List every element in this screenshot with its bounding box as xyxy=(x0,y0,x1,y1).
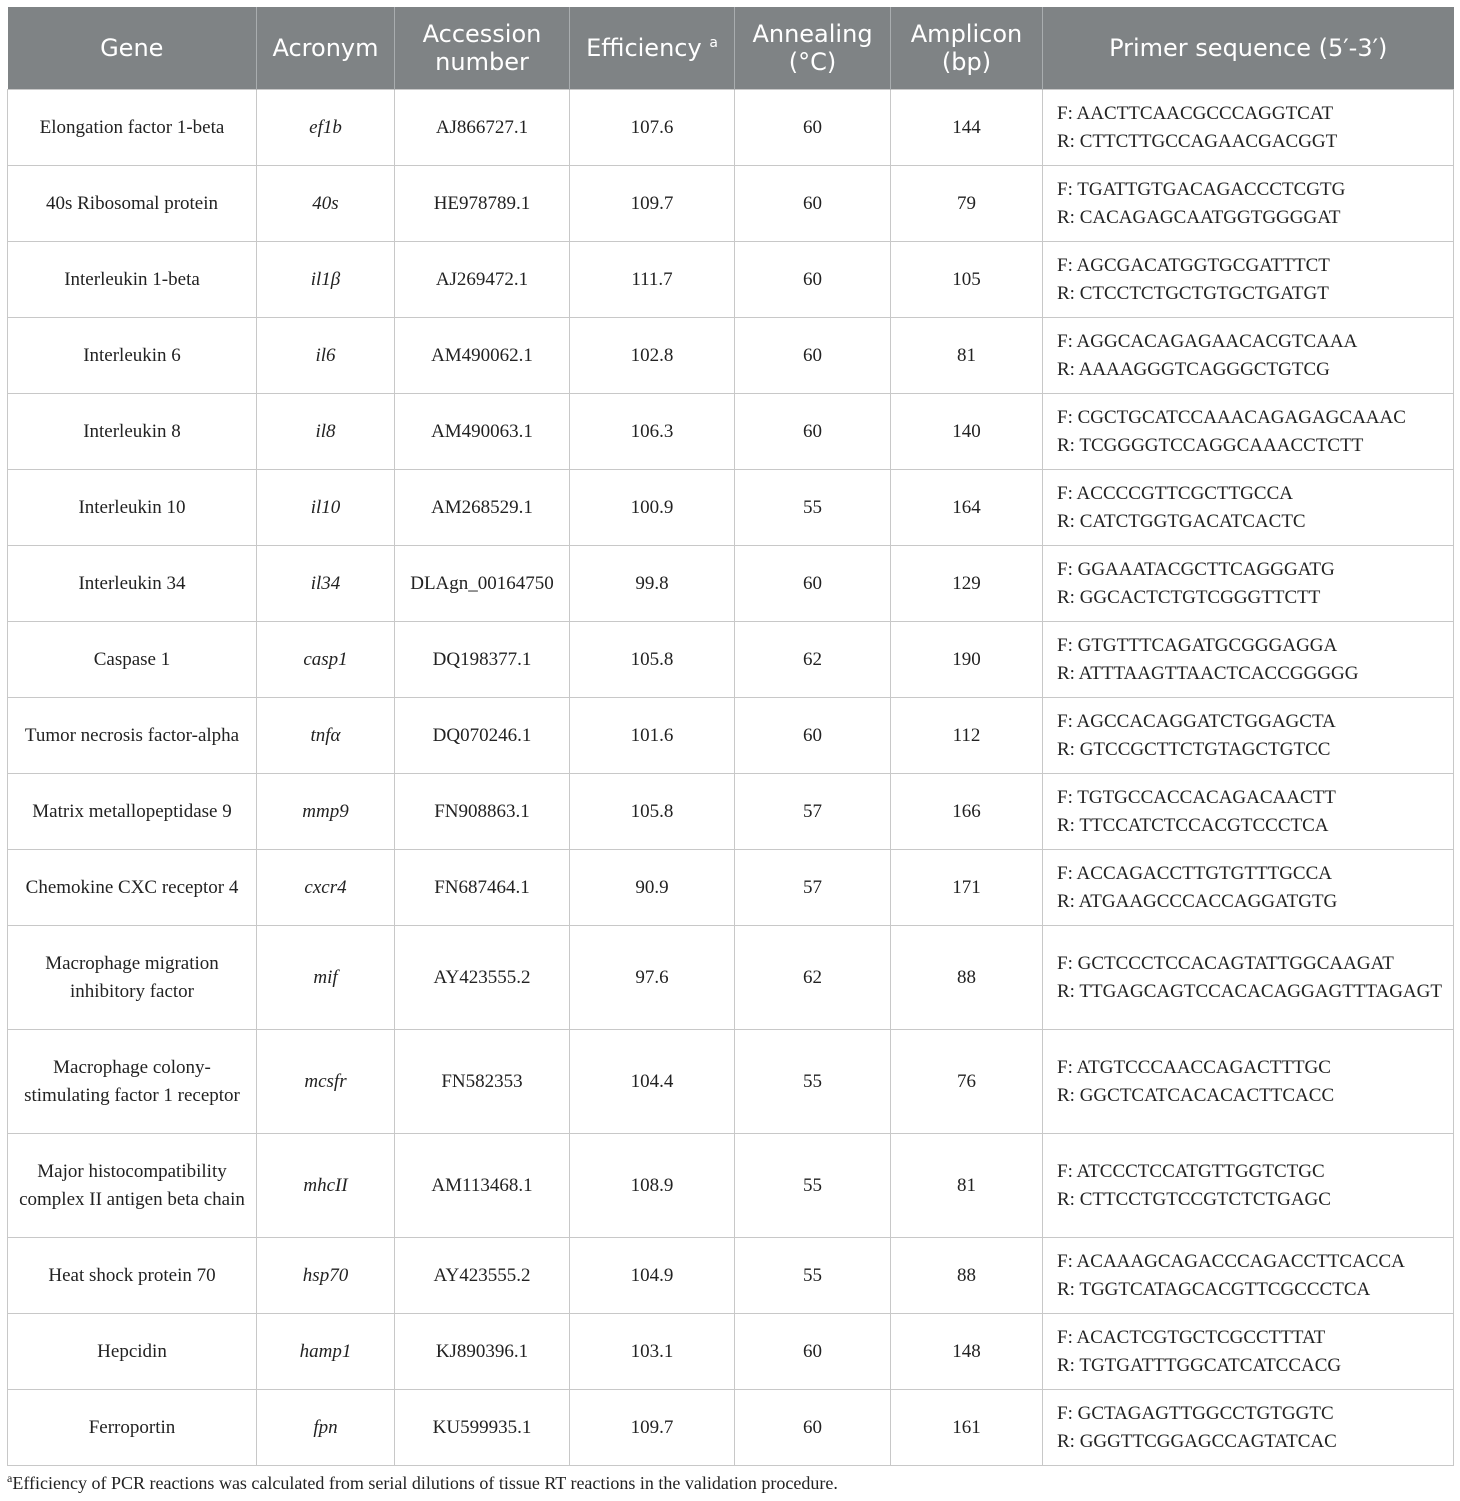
primer-cell xyxy=(1043,394,1454,470)
reverse-primer: R: AAAAGGGTCAGGGCTGTCG xyxy=(1057,358,1330,380)
amplicon-cell: 140 xyxy=(891,394,1043,470)
forward-primer: F: ACACTCGTGCTCGCCTTTAT xyxy=(1057,1326,1326,1348)
acronym-cell: ef1b xyxy=(257,90,395,166)
header-amplicon-line2: (bp) xyxy=(941,48,992,76)
forward-primer: F: AGGCACAGAGAACACGTCAAA xyxy=(1057,330,1358,352)
table-row xyxy=(8,1390,1454,1466)
forward-primer: F: GTGTTTCAGATGCGGGAGGA xyxy=(1057,634,1338,656)
header-primer-sequence xyxy=(1043,7,1454,90)
primer-cell xyxy=(1043,1030,1454,1134)
annealing-cell: 57 xyxy=(735,850,891,926)
primer-cell xyxy=(1043,926,1454,1030)
forward-primer: F: ATCCCTCCATGTTGGTCTGC xyxy=(1057,1160,1325,1182)
header-row xyxy=(8,7,1454,90)
reverse-primer: R: CTCCTCTGCTGTGCTGATGT xyxy=(1057,282,1329,304)
acronym-cell: il10 xyxy=(257,470,395,546)
efficiency-cell: 105.8 xyxy=(570,622,735,698)
primer-cell xyxy=(1043,90,1454,166)
accession-cell: KU599935.1 xyxy=(395,1390,570,1466)
amplicon-cell: 88 xyxy=(891,926,1043,1030)
acronym-cell: il6 xyxy=(257,318,395,394)
gene-cell: Matrix metallopeptidase 9 xyxy=(8,774,257,850)
accession-cell: FN582353 xyxy=(395,1030,570,1134)
header-accession-line1: Accession xyxy=(422,20,542,48)
annealing-cell: 60 xyxy=(735,1314,891,1390)
annealing-cell: 57 xyxy=(735,774,891,850)
amplicon-cell: 190 xyxy=(891,622,1043,698)
reverse-primer: R: GTCCGCTTCTGTAGCTGTCC xyxy=(1057,738,1331,760)
efficiency-cell: 105.8 xyxy=(570,774,735,850)
forward-primer: F: ACCAGACCTTGTGTTTGCCA xyxy=(1057,862,1332,884)
annealing-cell: 60 xyxy=(735,546,891,622)
table-row xyxy=(8,850,1454,926)
accession-cell: FN908863.1 xyxy=(395,774,570,850)
header-amplicon xyxy=(891,7,1043,90)
reverse-primer: R: ATGAAGCCCACCAGGATGTG xyxy=(1057,890,1338,912)
table-row xyxy=(8,394,1454,470)
efficiency-cell: 100.9 xyxy=(570,470,735,546)
accession-cell: AM268529.1 xyxy=(395,470,570,546)
table-row xyxy=(8,774,1454,850)
acronym-cell: mif xyxy=(257,926,395,1030)
acronym-cell: hsp70 xyxy=(257,1238,395,1314)
gene-cell: Interleukin 1-beta xyxy=(8,242,257,318)
footnote-mark: a xyxy=(7,1471,13,1485)
accession-cell: DLAgn_00164750 xyxy=(395,546,570,622)
amplicon-cell: 144 xyxy=(891,90,1043,166)
table-row xyxy=(8,90,1454,166)
gene-cell: Heat shock protein 70 xyxy=(8,1238,257,1314)
footnote xyxy=(7,1472,838,1494)
gene-cell: Ferroportin xyxy=(8,1390,257,1466)
primer-cell xyxy=(1043,1134,1454,1238)
header-efficiency-label: Efficiency xyxy=(586,34,702,62)
reverse-primer: R: TCGGGGTCCAGGCAAACCTCTT xyxy=(1057,434,1364,456)
efficiency-cell: 102.8 xyxy=(570,318,735,394)
forward-primer: F: AGCCACAGGATCTGGAGCTA xyxy=(1057,710,1336,732)
accession-cell: AJ866727.1 xyxy=(395,90,570,166)
gene-cell: 40s Ribosomal protein xyxy=(8,166,257,242)
table-row xyxy=(8,622,1454,698)
acronym-cell: cxcr4 xyxy=(257,850,395,926)
accession-cell: FN687464.1 xyxy=(395,850,570,926)
header-gene xyxy=(8,7,257,90)
efficiency-cell: 103.1 xyxy=(570,1314,735,1390)
table-row xyxy=(8,698,1454,774)
reverse-primer: R: CACAGAGCAATGGTGGGGAT xyxy=(1057,206,1341,228)
efficiency-cell: 90.9 xyxy=(570,850,735,926)
acronym-cell: mcsfr xyxy=(257,1030,395,1134)
forward-primer: F: GCTCCCTCCACAGTATTGGCAAGAT xyxy=(1057,952,1394,974)
forward-primer: F: GCTAGAGTTGGCCTGTGGTC xyxy=(1057,1402,1334,1424)
amplicon-cell: 161 xyxy=(891,1390,1043,1466)
reverse-primer: R: TGGTCATAGCACGTTCGCCCTCA xyxy=(1057,1278,1371,1300)
header-amplicon-line1: Amplicon xyxy=(910,20,1023,48)
primer-cell xyxy=(1043,850,1454,926)
acronym-cell: mhcII xyxy=(257,1134,395,1238)
acronym-cell: fpn xyxy=(257,1390,395,1466)
table-row xyxy=(8,1030,1454,1134)
primer-cell xyxy=(1043,546,1454,622)
forward-primer: F: ACCCCGTTCGCTTGCCA xyxy=(1057,482,1293,504)
amplicon-cell: 171 xyxy=(891,850,1043,926)
annealing-cell: 55 xyxy=(735,1134,891,1238)
annealing-cell: 62 xyxy=(735,622,891,698)
reverse-primer: R: CATCTGGTGACATCACTC xyxy=(1057,510,1306,532)
efficiency-cell: 107.6 xyxy=(570,90,735,166)
amplicon-cell: 105 xyxy=(891,242,1043,318)
header-annealing-line2: (°C) xyxy=(788,48,837,76)
header-annealing xyxy=(735,7,891,90)
efficiency-cell: 109.7 xyxy=(570,1390,735,1466)
amplicon-cell: 166 xyxy=(891,774,1043,850)
acronym-cell: mmp9 xyxy=(257,774,395,850)
gene-cell: Macrophage colony-stimulating factor 1 receptor xyxy=(8,1030,257,1134)
gene-cell: Major histocompatibility complex II antigen beta chain xyxy=(8,1134,257,1238)
efficiency-cell: 104.9 xyxy=(570,1238,735,1314)
reverse-primer: R: TTCCATCTCCACGTCCCTCA xyxy=(1057,814,1329,836)
primer-cell xyxy=(1043,318,1454,394)
acronym-cell: il34 xyxy=(257,546,395,622)
header-efficiency xyxy=(570,7,735,90)
amplicon-cell: 79 xyxy=(891,166,1043,242)
reverse-primer: R: TGTGATTTGGCATCATCCACG xyxy=(1057,1354,1342,1376)
annealing-cell: 55 xyxy=(735,1238,891,1314)
table-row xyxy=(8,166,1454,242)
acronym-cell: il8 xyxy=(257,394,395,470)
forward-primer: F: GGAAATACGCTTCAGGGATG xyxy=(1057,558,1335,580)
amplicon-cell: 129 xyxy=(891,546,1043,622)
amplicon-cell: 148 xyxy=(891,1314,1043,1390)
accession-cell: HE978789.1 xyxy=(395,166,570,242)
annealing-cell: 60 xyxy=(735,90,891,166)
forward-primer: F: TGTGCCACCACAGACAACTT xyxy=(1057,786,1336,808)
gene-cell: Interleukin 34 xyxy=(8,546,257,622)
gene-cell: Interleukin 8 xyxy=(8,394,257,470)
gene-cell: Hepcidin xyxy=(8,1314,257,1390)
accession-cell: AJ269472.1 xyxy=(395,242,570,318)
amplicon-cell: 81 xyxy=(891,318,1043,394)
table-row xyxy=(8,1314,1454,1390)
reverse-primer: R: CTTCTTGCCAGAACGACGGT xyxy=(1057,130,1338,152)
efficiency-cell: 108.9 xyxy=(570,1134,735,1238)
reverse-primer: R: GGCACTCTGTCGGGTTCTT xyxy=(1057,586,1321,608)
gene-cell: Elongation factor 1-beta xyxy=(8,90,257,166)
acronym-cell: tnfα xyxy=(257,698,395,774)
accession-cell: AM113468.1 xyxy=(395,1134,570,1238)
primer-table xyxy=(7,7,1454,1466)
primer-cell xyxy=(1043,166,1454,242)
primer-cell xyxy=(1043,1390,1454,1466)
primer-cell xyxy=(1043,698,1454,774)
forward-primer: F: AGCGACATGGTGCGATTTCT xyxy=(1057,254,1330,276)
amplicon-cell: 81 xyxy=(891,1134,1043,1238)
acronym-cell: casp1 xyxy=(257,622,395,698)
amplicon-cell: 164 xyxy=(891,470,1043,546)
primer-cell xyxy=(1043,774,1454,850)
header-efficiency-superscript: a xyxy=(709,35,718,51)
annealing-cell: 60 xyxy=(735,394,891,470)
gene-cell: Macrophage migration inhibitory factor xyxy=(8,926,257,1030)
amplicon-cell: 112 xyxy=(891,698,1043,774)
efficiency-cell: 101.6 xyxy=(570,698,735,774)
primer-cell xyxy=(1043,1238,1454,1314)
annealing-cell: 55 xyxy=(735,1030,891,1134)
accession-cell: DQ070246.1 xyxy=(395,698,570,774)
footnote-text: Efficiency of PCR reactions was calculated from serial dilutions of tissue RT reactions in the validation procedure. xyxy=(12,1473,838,1493)
forward-primer: F: TGATTGTGACAGACCCTCGTG xyxy=(1057,178,1346,200)
accession-cell: AM490063.1 xyxy=(395,394,570,470)
reverse-primer: R: GGCTCATCACACACTTCACC xyxy=(1057,1084,1335,1106)
table-body xyxy=(8,90,1454,1466)
gene-cell: Caspase 1 xyxy=(8,622,257,698)
table-row xyxy=(8,470,1454,546)
table-row xyxy=(8,926,1454,1030)
annealing-cell: 62 xyxy=(735,926,891,1030)
annealing-cell: 60 xyxy=(735,166,891,242)
header-primer-label: Primer sequence (5′-3′) xyxy=(1109,34,1388,62)
reverse-primer: R: ATTTAAGTTAACTCACCGGGGG xyxy=(1057,662,1359,684)
header-acronym xyxy=(257,7,395,90)
annealing-cell: 60 xyxy=(735,1390,891,1466)
reverse-primer: R: TTGAGCAGTCCACACAGGAGTTTAGAGT xyxy=(1057,980,1442,1002)
gene-cell: Tumor necrosis factor-alpha xyxy=(8,698,257,774)
gene-cell: Chemokine CXC receptor 4 xyxy=(8,850,257,926)
forward-primer: F: AACTTCAACGCCCAGGTCAT xyxy=(1057,102,1334,124)
reverse-primer: R: CTTCCTGTCCGTCTCTGAGC xyxy=(1057,1188,1331,1210)
reverse-primer: R: GGGTTCGGAGCCAGTATCAC xyxy=(1057,1430,1337,1452)
header-accession xyxy=(395,7,570,90)
header-annealing-line1: Annealing xyxy=(752,20,873,48)
table-row xyxy=(8,1134,1454,1238)
amplicon-cell: 76 xyxy=(891,1030,1043,1134)
table-row xyxy=(8,1238,1454,1314)
forward-primer: F: ATGTCCCAACCAGACTTTGC xyxy=(1057,1056,1331,1078)
primer-cell xyxy=(1043,1314,1454,1390)
header-accession-line2: number xyxy=(435,48,529,76)
acronym-cell: 40s xyxy=(257,166,395,242)
accession-cell: AY423555.2 xyxy=(395,926,570,1030)
efficiency-cell: 104.4 xyxy=(570,1030,735,1134)
accession-cell: KJ890396.1 xyxy=(395,1314,570,1390)
header-acronym-label: Acronym xyxy=(272,34,379,62)
amplicon-cell: 88 xyxy=(891,1238,1043,1314)
header-gene-label: Gene xyxy=(100,34,164,62)
accession-cell: AY423555.2 xyxy=(395,1238,570,1314)
gene-cell: Interleukin 10 xyxy=(8,470,257,546)
accession-cell: DQ198377.1 xyxy=(395,622,570,698)
table-row xyxy=(8,242,1454,318)
forward-primer: F: CGCTGCATCCAAACAGAGAGCAAAC xyxy=(1057,406,1406,428)
gene-cell: Interleukin 6 xyxy=(8,318,257,394)
primer-cell xyxy=(1043,622,1454,698)
table-row xyxy=(8,546,1454,622)
primer-cell xyxy=(1043,470,1454,546)
annealing-cell: 60 xyxy=(735,318,891,394)
annealing-cell: 60 xyxy=(735,698,891,774)
efficiency-cell: 106.3 xyxy=(570,394,735,470)
primer-cell xyxy=(1043,242,1454,318)
efficiency-cell: 99.8 xyxy=(570,546,735,622)
forward-primer: F: ACAAAGCAGACCCAGACCTTCACCA xyxy=(1057,1250,1405,1272)
acronym-cell: il1β xyxy=(257,242,395,318)
acronym-cell: hamp1 xyxy=(257,1314,395,1390)
accession-cell: AM490062.1 xyxy=(395,318,570,394)
efficiency-cell: 109.7 xyxy=(570,166,735,242)
table-header xyxy=(8,7,1454,90)
annealing-cell: 60 xyxy=(735,242,891,318)
annealing-cell: 55 xyxy=(735,470,891,546)
table-row xyxy=(8,318,1454,394)
efficiency-cell: 97.6 xyxy=(570,926,735,1030)
efficiency-cell: 111.7 xyxy=(570,242,735,318)
